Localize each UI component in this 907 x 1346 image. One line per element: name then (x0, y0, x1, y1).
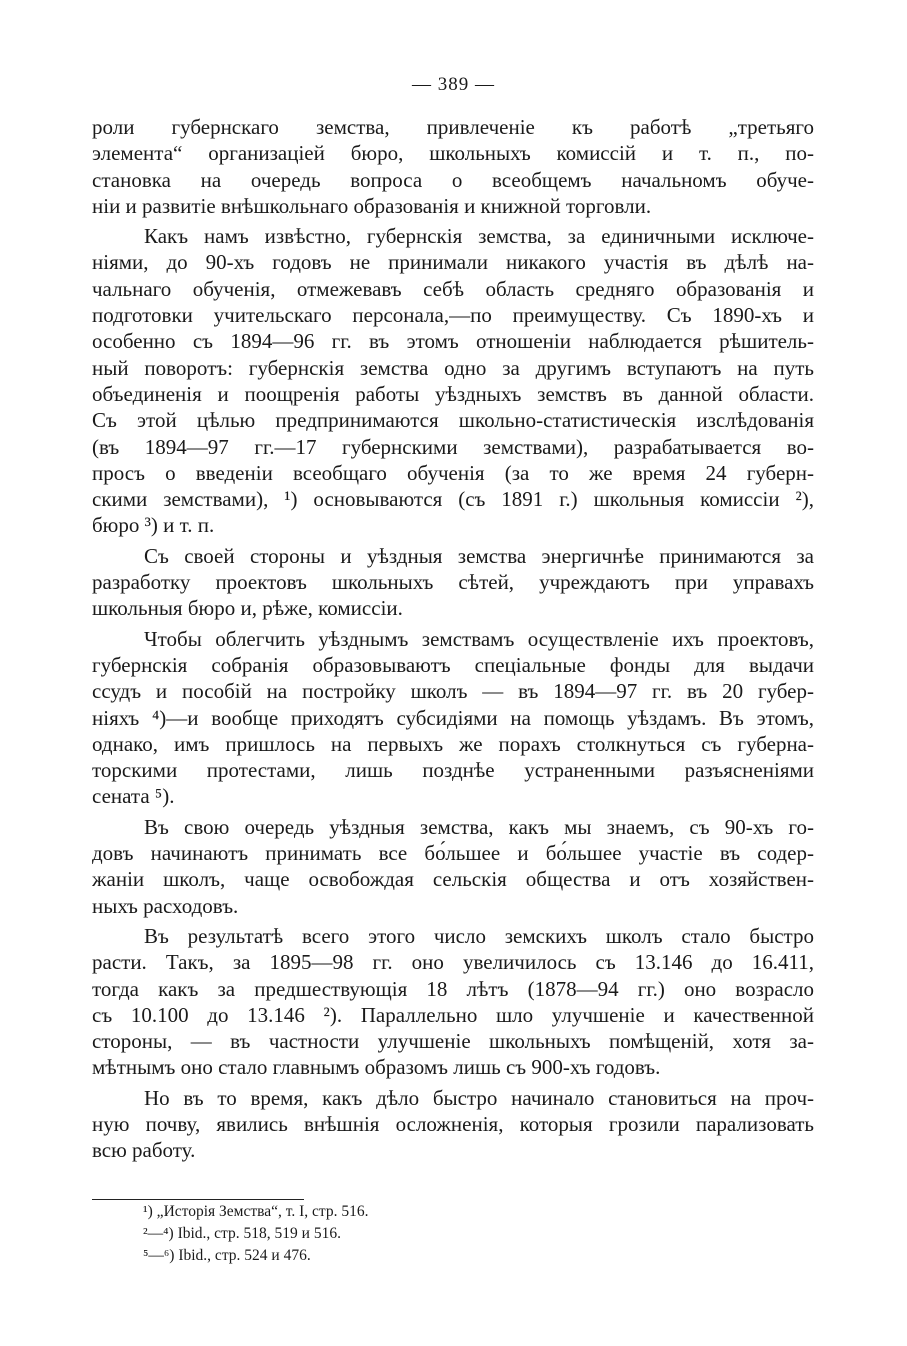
footnote: ²—⁴) Ibid., стр. 518, 519 и 516. (143, 1225, 341, 1242)
footnote: ⁵—⁶) Ibid., стр. 524 и 476. (143, 1247, 311, 1264)
page-number: — 389 — (412, 74, 495, 95)
text-line: тогда какъ за предшествующія 18 лѣтъ (1878—94 гг.) оно возрасло (92, 976, 814, 1001)
text-line: роли губернскаго земства, привлеченіе къ работѣ „третьяго (92, 115, 814, 139)
footnotes (143, 1201, 743, 1267)
text-line: съ 10.100 до 13.146 ²). Параллельно шло улучшеніе и качественной (92, 1002, 814, 1027)
text-line: стороны, — въ частности улучшеніе школьныхъ помѣщеній, хотя за- (92, 1029, 814, 1054)
text-line: довъ начинаютъ принимать все бо́льшее и бо́льшее участіе въ содер- (92, 841, 814, 866)
text-line: школьныя бюро и, рѣже, комиссіи. (92, 596, 403, 621)
text-line: Съ своей стороны и уѣздныя земства энергичнѣе принимаются за (144, 543, 814, 568)
text-line: бюро ³) и т. п. (92, 513, 215, 538)
text-line: ный поворотъ: губернскія земства одно за другимъ вступаютъ на путь (92, 355, 814, 380)
paragraph (92, 923, 814, 1081)
paragraph (92, 114, 814, 219)
text-line: всю работу. (92, 1138, 196, 1163)
body-text (92, 114, 814, 1164)
text-line: однако, имъ пришлось на первыхъ же порахъ столкнуться съ губерна- (92, 731, 814, 756)
text-line: элемента“ организаціей бюро, школьныхъ комиссій и т. п., по- (92, 141, 814, 166)
text-line: Какъ намъ извѣстно, губернскія земства, за единичными исключе- (144, 224, 814, 249)
text-line: губернскія собранія образовываютъ спеціальные фонды для выдачи (92, 652, 814, 677)
text-line: скими земствами), ¹) основываются (съ 1891 г.) школьныя комиссіи ²), (92, 487, 814, 512)
text-line: ніями, до 90-хъ годовъ не принимали никакого участія въ дѣлѣ на- (92, 250, 814, 275)
text-line: ную почву, явились внѣшнія осложненія, которыя грозили парализовать (92, 1111, 814, 1136)
text-line: Но въ то время, какъ дѣло быстро начинало становиться на проч- (144, 1085, 814, 1110)
text-line: Въ свою очередь уѣздныя земства, какъ мы знаемъ, съ 90-хъ го- (144, 814, 814, 839)
text-line: разработку проектовъ школьныхъ сѣтей, учреждаютъ при управахъ (92, 570, 814, 595)
text-line: мѣтнымъ оно стало главнымъ образомъ лишь съ 900-хъ годовъ. (92, 1055, 661, 1080)
paragraph (92, 626, 814, 810)
paragraph (92, 1085, 814, 1164)
text-line: особенно съ 1894—96 гг. въ этомъ отношеніи наблюдается рѣшитель- (92, 329, 814, 354)
text-line: просъ о введеніи всеобщаго обученія (за то же время 24 губерн- (92, 460, 814, 485)
text-line: расти. Такъ, за 1895—98 гг. оно увеличилось съ 13.146 до 16.411, (92, 950, 814, 975)
text-line: объединенія и поощренія работы уѣздныхъ земствъ въ данной области. (92, 381, 814, 406)
text-line: Чтобы облегчить уѣзднымъ земствамъ осуществленіе ихъ проектовъ, (144, 626, 814, 651)
text-line: (въ 1894—97 гг.—17 губернскими земствами), разрабатывается во- (92, 434, 814, 459)
text-line: подготовки учительскаго персонала,—по преимуществу. Съ 1890-хъ и (92, 303, 814, 328)
text-line: жаніи школъ, чаще освобождая сельскія общества и отъ хозяйствен- (92, 867, 814, 892)
paragraph (92, 543, 814, 622)
paragraph (92, 814, 814, 919)
text-line: Съ этой цѣлью предпринимаются школьно-статистическія изслѣдованія (92, 408, 814, 433)
text-line: Въ результатѣ всего этого число земскихъ школъ стало быстро (144, 923, 814, 948)
paragraph (92, 223, 814, 539)
footnote: ¹) „Исторія Земства“, т. I, стр. 516. (143, 1203, 369, 1220)
footnote-divider (92, 1199, 304, 1200)
text-line: торскими протестами, лишь позднѣе устраненными разъясненіями (92, 758, 814, 783)
text-line: сената ⁵). (92, 784, 175, 809)
text-line: ніяхъ ⁴)—и вообще приходятъ субсидіями на помощь уѣздамъ. Въ этомъ, (92, 705, 814, 730)
text-line: чальнаго обученія, отмежевавъ себѣ область средняго образованія и (92, 276, 814, 301)
text-line: становка на очередь вопроса о всеобщемъ начальномъ обуче- (92, 167, 814, 192)
text-line: ссудъ и пособій на постройку школъ — въ 1894—97 гг. въ 20 губер- (92, 679, 814, 704)
text-line: ныхъ расходовъ. (92, 893, 239, 918)
text-line: ніи и развитіе внѣшкольнаго образованія и книжной торговли. (92, 193, 652, 218)
